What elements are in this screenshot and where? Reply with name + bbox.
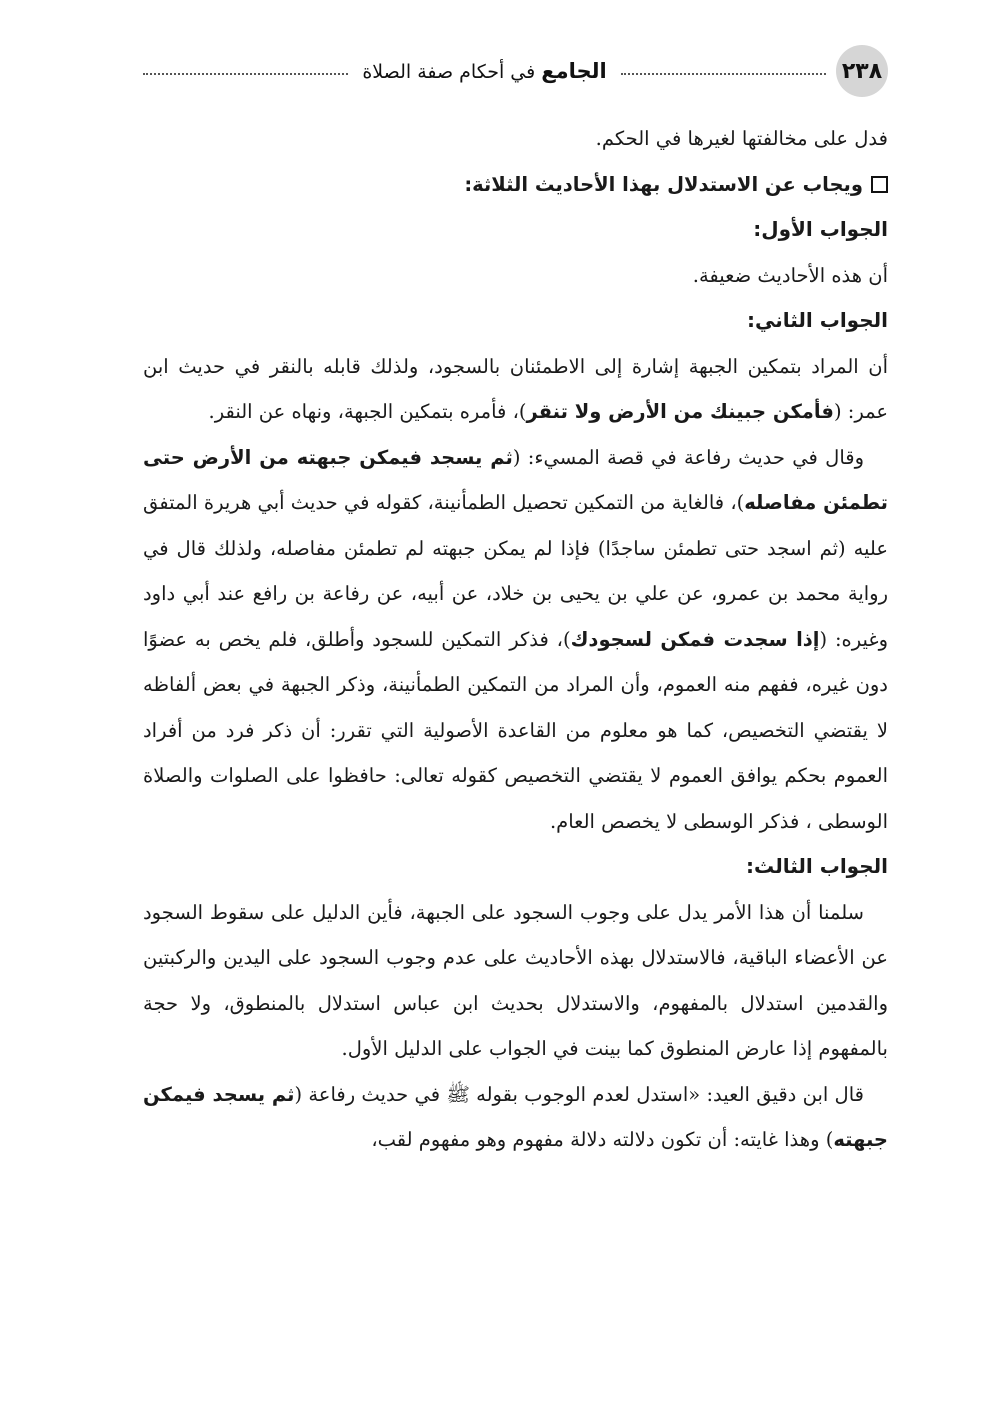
page-header: [143, 40, 888, 102]
header-dotted-leader-left: [143, 73, 348, 75]
hadith-quote: فأمكن جبينك من الأرض ولا تنقر: [526, 400, 834, 423]
ibn-daqiq-paragraph: [143, 1072, 888, 1163]
hadith-quote: ثم يسجد فيمكن جبهته من الأرض حتى تطمئن مفاصله: [143, 445, 888, 514]
hadith-quote: ثم يسجد فيمكن جبهته: [143, 1082, 888, 1151]
question-line: [143, 162, 888, 208]
page-number-badge: ٢٣٨: [836, 45, 888, 97]
second-answer-paragraph: [143, 344, 888, 435]
book-page: [143, 40, 888, 1380]
heading-first-answer: الجواب الأول:: [753, 217, 888, 241]
running-title-rest: في أحكام صفة الصلاة: [362, 61, 536, 83]
heading-third-answer: الجواب الثالث:: [746, 854, 888, 878]
text-run: قال ابن دقيق العيد: «استدل لعدم الوجوب بقوله ﷺ في حديث رفاعة (: [294, 1082, 864, 1106]
text-run: )، فالغاية من التمكين تحصيل الطمأنينة، كقوله في حديث أبي هريرة المتفق عليه (ثم اسجد حتى تطمئن ساجدًا) فإذا لم يمكن جبهته لم تطمئن مفاصله، ولذلك قال في رواية محمد بن عمرو، عن علي بن يحيى بن خلاد، عن أبيه، عن رفاعة بن رافع عند أبي داود وغيره: (: [143, 491, 888, 651]
question-text: ويجاب عن الاستدلال بهذا الأحاديث الثلاثة:: [464, 172, 863, 196]
header-dotted-leader-right: [621, 73, 826, 75]
hadith-quote: إذا سجدت فمكن لسجودك: [570, 627, 820, 651]
text-run: )، فأمره بتمكين الجبهة، ونهاه عن النقر.: [208, 400, 527, 423]
first-answer-text: أن هذه الأحاديث ضعيفة.: [692, 263, 888, 287]
third-answer-paragraph: سلمنا أن هذا الأمر يدل على وجوب السجود على الجبهة، فأين الدليل على سقوط السجود عن الأعضاء الباقية، فالاستدلال بهذه الأحاديث على عدم وجوب السجود على اليدين والركبتين والقدمين استدلال بالمفهوم، والاستدلال بحديث ابن عباس استدلال بالمنطوق، ولا حجة بالمفهوم إذا عارض المنطوق كما بينت في الجواب على الدليل الأول.: [143, 900, 888, 1060]
page-body: [143, 116, 888, 1163]
running-title-bold: الجامع: [541, 59, 607, 83]
checkbox-icon: [871, 176, 888, 193]
text-run: )، فذكر التمكين للسجود وأطلق، فلم يخص به عضوًا دون غيره، ففهم منه العموم، وأن المراد من التمكين الطمأنينة، وذكر الجبهة في بعض ألفاظه لا يقتضي التخصيص، كما هو معلوم من القاعدة الأصولية التي تقرر: أن ذكر فرد من أفراد العموم بحكم يوافق العموم لا يقتضي التخصيص كقوله تعالى: حافظوا على الصلوات والصلاة الوسطى ، فذكر الوسطى لا يخصص العام.: [143, 627, 888, 833]
rifaa-paragraph: [143, 435, 888, 845]
text-run: أن المراد بتمكين الجبهة إشارة إلى الاطمئنان بالسجود، ولذلك قابله بالنقر في حديث ابن عمر: (: [143, 354, 888, 423]
heading-second-answer: الجواب الثاني:: [746, 308, 888, 332]
text-run: ) وهذا غايته: أن تكون دلالته دلالة مفهوم وهو مفهوم لقب،: [371, 1128, 834, 1151]
running-title: [348, 59, 620, 83]
paragraph-intro: فدل على مخالفتها لغيرها في الحكم.: [595, 127, 888, 150]
text-run: وقال في حديث رفاعة في قصة المسيء: (: [512, 445, 864, 469]
